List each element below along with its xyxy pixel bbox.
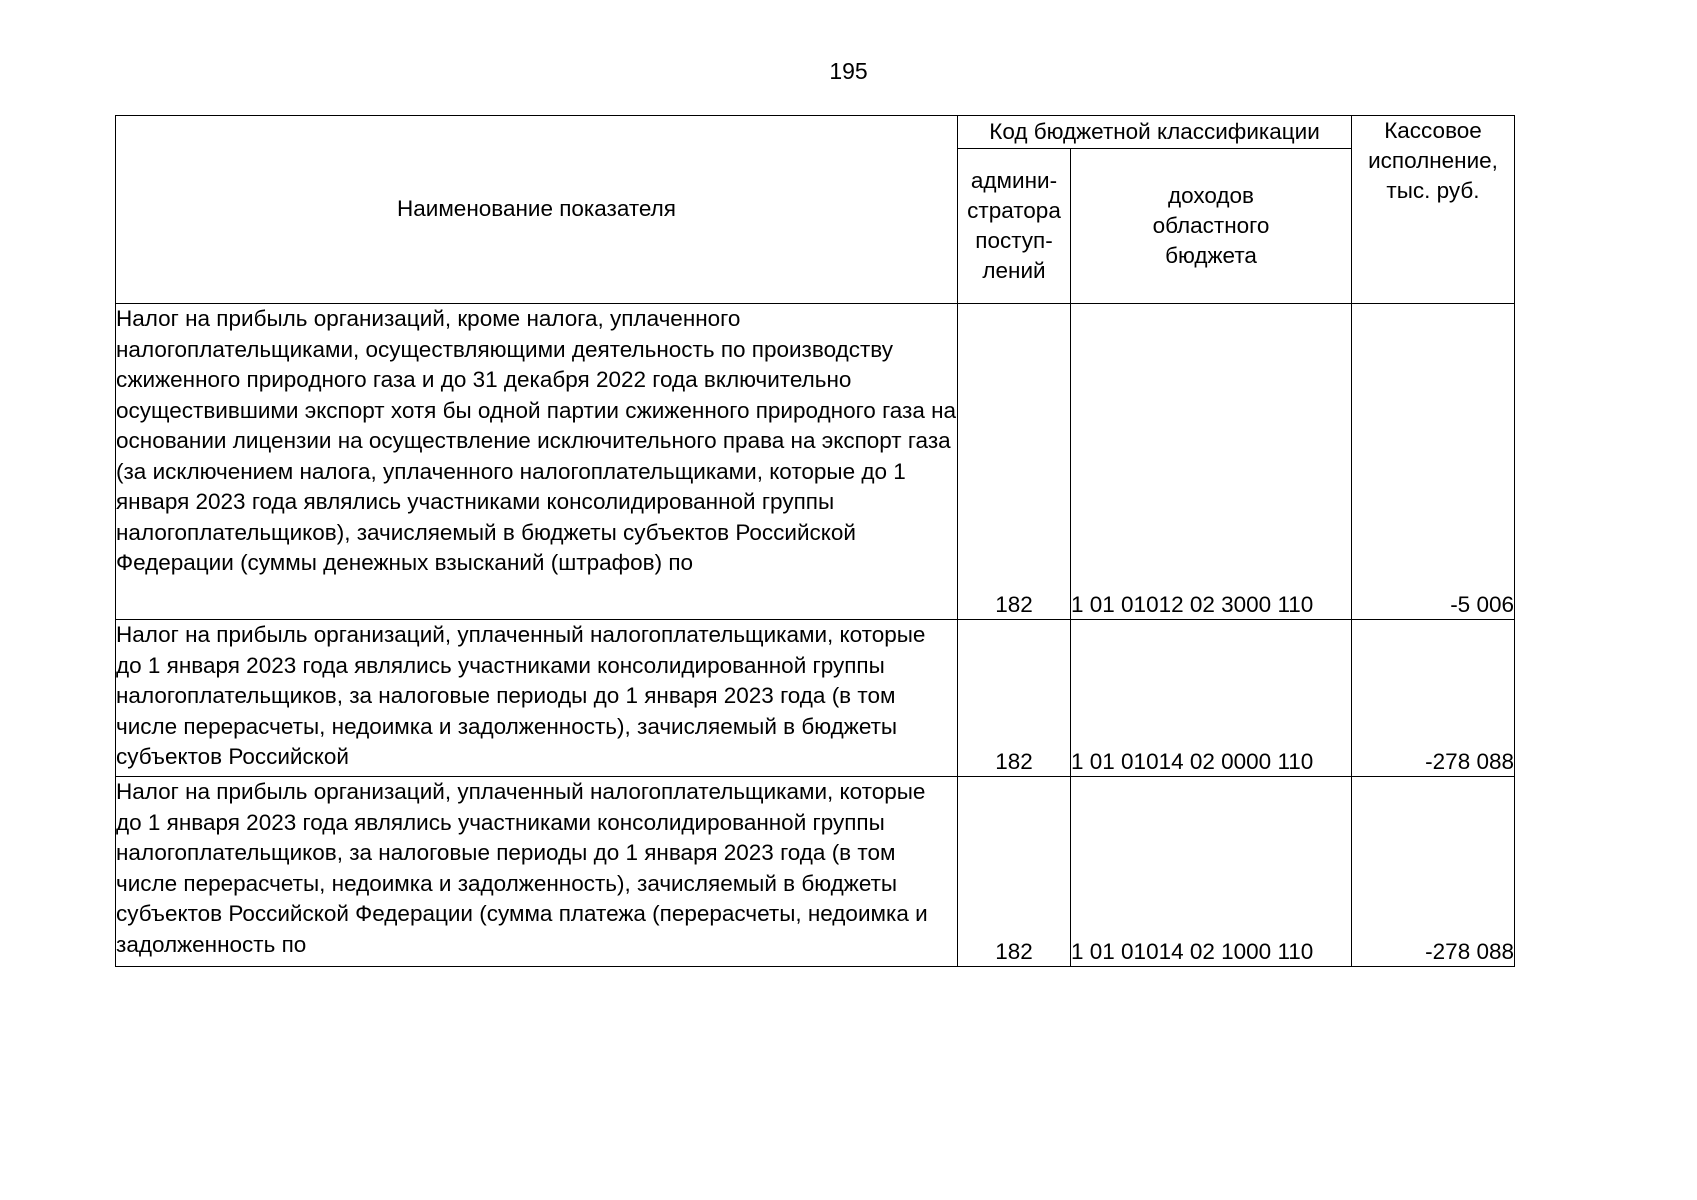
header-indicator-name: Наименование показателя xyxy=(116,116,958,304)
amount-cell: -5 006 xyxy=(1352,304,1515,620)
income-code-cell: 1 01 01014 02 0000 110 xyxy=(1071,620,1352,777)
header-revenue-administrator: админи- стратора поступ- лений xyxy=(958,149,1071,304)
income-code-cell: 1 01 01012 02 3000 110 xyxy=(1071,304,1352,620)
indicator-name-cell: Налог на прибыль организаций, уплаченный налогоплательщиками, которые до 1 января 2023 года являлись участниками консолидированной группы налогоплательщиков, за налоговые периоды до 1 января 2023 года (в том числе перерасчеты, недоимка и задолженность), зачисляемый в бюджеты субъектов Российской Федерации (сумма платежа (перерасчеты, недоимка и задолженность по xyxy=(116,777,958,967)
administrator-code-cell: 182 xyxy=(958,304,1071,620)
header-cash-execution: Кассовое исполнение, тыс. руб. xyxy=(1352,116,1515,304)
budget-revenue-table xyxy=(115,115,1515,967)
indicator-name-cell: Налог на прибыль организаций, кроме налога, уплаченного налогоплательщиками, осуществляющими деятельность по производству сжиженного природного газа и до 31 декабря 2022 года включительно осуществившими экспорт хотя бы одной партии сжиженного природного газа на основании лицензии на осуществление исключительного права на экспорт газа (за исключением налога, уплаченного налогоплательщиками, которые до 1 января 2023 года являлись участниками консолидированной группы налогоплательщиков), зачисляемый в бюджеты субъектов Российской Федерации (суммы денежных взысканий (штрафов) по xyxy=(116,304,958,620)
amount-cell: -278 088 xyxy=(1352,777,1515,967)
header-regional-budget-income: доходов областного бюджета xyxy=(1071,149,1352,304)
page-number: 195 xyxy=(829,58,868,84)
administrator-code-cell: 182 xyxy=(958,620,1071,777)
indicator-name-cell: Налог на прибыль организаций, уплаченный налогоплательщиками, которые до 1 января 2023 года являлись участниками консолидированной группы налогоплательщиков, за налоговые периоды до 1 января 2023 года (в том числе перерасчеты, недоимка и задолженность), зачисляемый в бюджеты субъектов Российской xyxy=(116,620,958,777)
header-classification-code: Код бюджетной классификации xyxy=(958,116,1352,149)
table-row xyxy=(116,304,1515,620)
table-row xyxy=(116,777,1515,967)
table-row xyxy=(116,620,1515,777)
amount-cell: -278 088 xyxy=(1352,620,1515,777)
income-code-cell: 1 01 01014 02 1000 110 xyxy=(1071,777,1352,967)
administrator-code-cell: 182 xyxy=(958,777,1071,967)
